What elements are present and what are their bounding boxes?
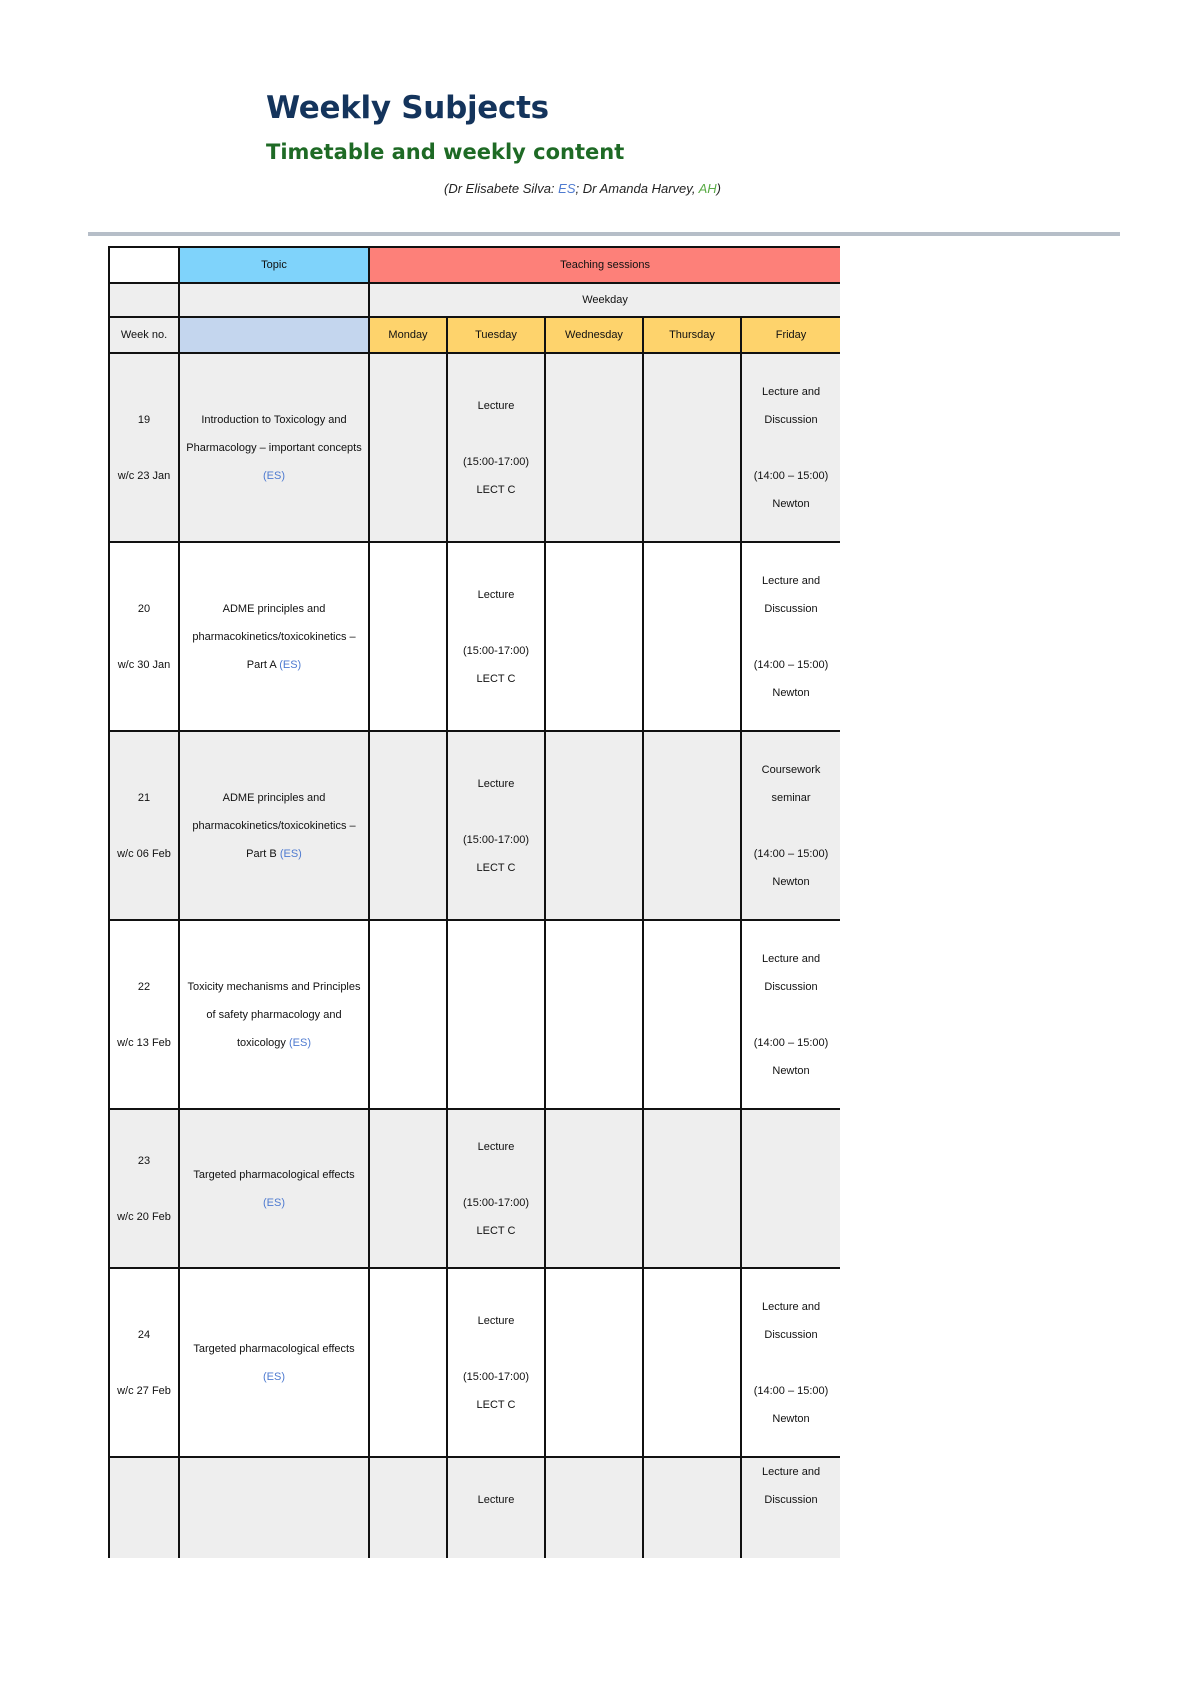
week-number: 21 xyxy=(137,791,151,804)
week-commencing: w/c 23 Jan xyxy=(117,469,171,482)
wednesday-cell xyxy=(545,1268,643,1457)
tuesday-cell xyxy=(447,1268,545,1457)
day-header-monday: Monday xyxy=(369,317,447,353)
topic-text: Targeted pharmacological effects xyxy=(193,1342,355,1355)
wednesday-cell xyxy=(545,1109,643,1268)
week-number: 19 xyxy=(137,413,151,426)
week-commencing: w/c 30 Jan xyxy=(117,658,171,671)
authors-prefix: (Dr Elisabete Silva: xyxy=(444,181,559,196)
session-type-cont: Discussion xyxy=(764,1494,818,1506)
header-row-2 xyxy=(109,283,840,317)
session-room: LECT C xyxy=(476,672,516,685)
session-time: (14:00 – 15:00) xyxy=(753,1036,829,1049)
friday-cell xyxy=(741,731,840,920)
topic-cell xyxy=(179,542,369,731)
session-time: (14:00 – 15:00) xyxy=(753,847,829,860)
session-type-cont: Discussion xyxy=(764,413,818,426)
session-room: LECT C xyxy=(476,483,516,496)
table-row xyxy=(109,1109,840,1268)
thursday-cell xyxy=(643,920,741,1109)
header-row-3 xyxy=(109,317,840,353)
topic-cell xyxy=(179,920,369,1109)
week-commencing: w/c 06 Feb xyxy=(117,847,171,860)
session-room: Newton xyxy=(772,497,810,510)
wednesday-cell xyxy=(545,353,643,542)
header-blank-cell xyxy=(109,283,179,317)
tuesday-cell xyxy=(447,1109,545,1268)
wednesday-cell xyxy=(545,542,643,731)
session-type: Lecture xyxy=(477,1140,515,1153)
table-row xyxy=(109,353,840,542)
friday-cell xyxy=(741,542,840,731)
table-row xyxy=(109,731,840,920)
header-blank-cell xyxy=(109,247,179,283)
lecturer-tag: (ES) xyxy=(288,1036,311,1049)
tuesday-cell xyxy=(447,1457,545,1558)
session-type: Lecture xyxy=(477,1494,515,1506)
topic-text: ADME principles and pharmacokinetics/toxicokinetics – Part A xyxy=(192,602,356,671)
timetable-container xyxy=(108,246,840,1558)
week-commencing: w/c 20 Feb xyxy=(117,1210,171,1223)
lecturer-tag: (ES) xyxy=(263,469,285,482)
tuesday-cell xyxy=(447,542,545,731)
timetable xyxy=(108,246,840,1558)
day-header-wednesday: Wednesday xyxy=(545,317,643,353)
week-cell xyxy=(109,542,179,731)
page-title: Weekly Subjects xyxy=(266,90,549,126)
thursday-cell xyxy=(643,353,741,542)
session-room: LECT C xyxy=(476,1398,516,1411)
teaching-sessions-header: Teaching sessions xyxy=(369,247,840,283)
day-header-tuesday: Tuesday xyxy=(447,317,545,353)
session-type: Lecture xyxy=(477,399,515,412)
week-cell xyxy=(109,1457,179,1558)
week-cell xyxy=(109,353,179,542)
session-room: Newton xyxy=(772,1412,810,1425)
session-time: (15:00-17:00) xyxy=(462,833,530,846)
topic-cell xyxy=(179,1268,369,1457)
topic-cell xyxy=(179,1457,369,1558)
lecturer-tag: (ES) xyxy=(279,847,302,860)
topic-cell xyxy=(179,1109,369,1268)
session-type: Lecture and xyxy=(761,1300,821,1313)
week-number: 22 xyxy=(137,980,151,993)
session-type: Lecture and xyxy=(761,385,821,398)
session-time: (15:00-17:00) xyxy=(462,1196,530,1209)
authors-middle: ; Dr Amanda Harvey, xyxy=(575,181,699,196)
session-time: (14:00 – 15:00) xyxy=(753,658,829,671)
header-row-1 xyxy=(109,247,840,283)
monday-cell xyxy=(369,1457,447,1558)
monday-cell xyxy=(369,1268,447,1457)
monday-cell xyxy=(369,353,447,542)
session-time: (14:00 – 15:00) xyxy=(753,1384,829,1397)
session-type: Lecture xyxy=(477,588,515,601)
session-type-cont: seminar xyxy=(771,791,811,804)
topic-text: Toxicity mechanisms and Principles of safety pharmacology and toxicology xyxy=(187,980,361,1049)
session-room: Newton xyxy=(772,875,810,888)
topic-text: Introduction to Toxicology and Pharmacology – important concepts xyxy=(186,413,362,454)
session-time: (15:00-17:00) xyxy=(462,1370,530,1383)
monday-cell xyxy=(369,1109,447,1268)
weekday-header: Weekday xyxy=(369,283,840,317)
session-type-cont: Discussion xyxy=(764,1328,818,1341)
authors-suffix: ) xyxy=(716,181,721,196)
day-header-thursday: Thursday xyxy=(643,317,741,353)
table-row xyxy=(109,1268,840,1457)
table-row xyxy=(109,1457,840,1558)
topic-cell xyxy=(179,731,369,920)
friday-cell xyxy=(741,353,840,542)
week-commencing: w/c 13 Feb xyxy=(117,1036,171,1049)
lecturer-tag: (ES) xyxy=(263,1196,285,1209)
week-number: 20 xyxy=(137,602,151,615)
session-type: Lecture and xyxy=(761,952,821,965)
week-cell xyxy=(109,1268,179,1457)
week-number: 24 xyxy=(137,1328,151,1341)
session-time: (15:00-17:00) xyxy=(462,455,530,468)
table-row xyxy=(109,542,840,731)
wednesday-cell xyxy=(545,731,643,920)
friday-cell xyxy=(741,1457,840,1558)
tuesday-cell xyxy=(447,353,545,542)
header-blank-cell xyxy=(179,283,369,317)
week-cell xyxy=(109,731,179,920)
author2-initials: AH xyxy=(698,181,717,196)
topic-cell xyxy=(179,353,369,542)
week-no-header: Week no. xyxy=(109,317,179,353)
thursday-cell xyxy=(643,542,741,731)
day-header-friday: Friday xyxy=(741,317,840,353)
lecturer-tag: (ES) xyxy=(263,1370,285,1383)
friday-cell xyxy=(741,1268,840,1457)
monday-cell xyxy=(369,731,447,920)
page-subtitle: Timetable and weekly content xyxy=(266,140,625,164)
header-blank-cell xyxy=(179,317,369,353)
session-type: Lecture xyxy=(477,777,515,790)
topic-text: ADME principles and pharmacokinetics/toxicokinetics – Part B xyxy=(192,791,356,860)
session-time: (14:00 – 15:00) xyxy=(753,469,829,482)
session-type: Lecture and xyxy=(761,1466,821,1478)
tuesday-cell xyxy=(447,920,545,1109)
week-commencing: w/c 27 Feb xyxy=(117,1384,171,1397)
topic-header: Topic xyxy=(179,247,369,283)
session-type-cont: Discussion xyxy=(764,602,818,615)
session-room: LECT C xyxy=(476,1224,516,1237)
session-room: Newton xyxy=(772,686,810,699)
author1-initials: ES xyxy=(558,181,576,196)
thursday-cell xyxy=(643,1268,741,1457)
wednesday-cell xyxy=(545,920,643,1109)
session-room: LECT C xyxy=(476,861,516,874)
week-cell xyxy=(109,1109,179,1268)
session-type-cont: Discussion xyxy=(764,980,818,993)
authors-line xyxy=(444,181,721,196)
tuesday-cell xyxy=(447,731,545,920)
wednesday-cell xyxy=(545,1457,643,1558)
session-type: Lecture xyxy=(477,1314,515,1327)
thursday-cell xyxy=(643,1109,741,1268)
table-row xyxy=(109,920,840,1109)
friday-cell xyxy=(741,920,840,1109)
session-type: Coursework xyxy=(761,763,821,776)
thursday-cell xyxy=(643,731,741,920)
session-type: Lecture and xyxy=(761,574,821,587)
monday-cell xyxy=(369,542,447,731)
week-number: 23 xyxy=(137,1154,151,1167)
topic-text: Targeted pharmacological effects xyxy=(193,1168,355,1181)
session-time: (15:00-17:00) xyxy=(462,644,530,657)
friday-cell xyxy=(741,1109,840,1268)
lecturer-tag: (ES) xyxy=(279,658,302,671)
thursday-cell xyxy=(643,1457,741,1558)
week-cell xyxy=(109,920,179,1109)
monday-cell xyxy=(369,920,447,1109)
header-divider xyxy=(88,232,1120,236)
session-room: Newton xyxy=(772,1064,810,1077)
